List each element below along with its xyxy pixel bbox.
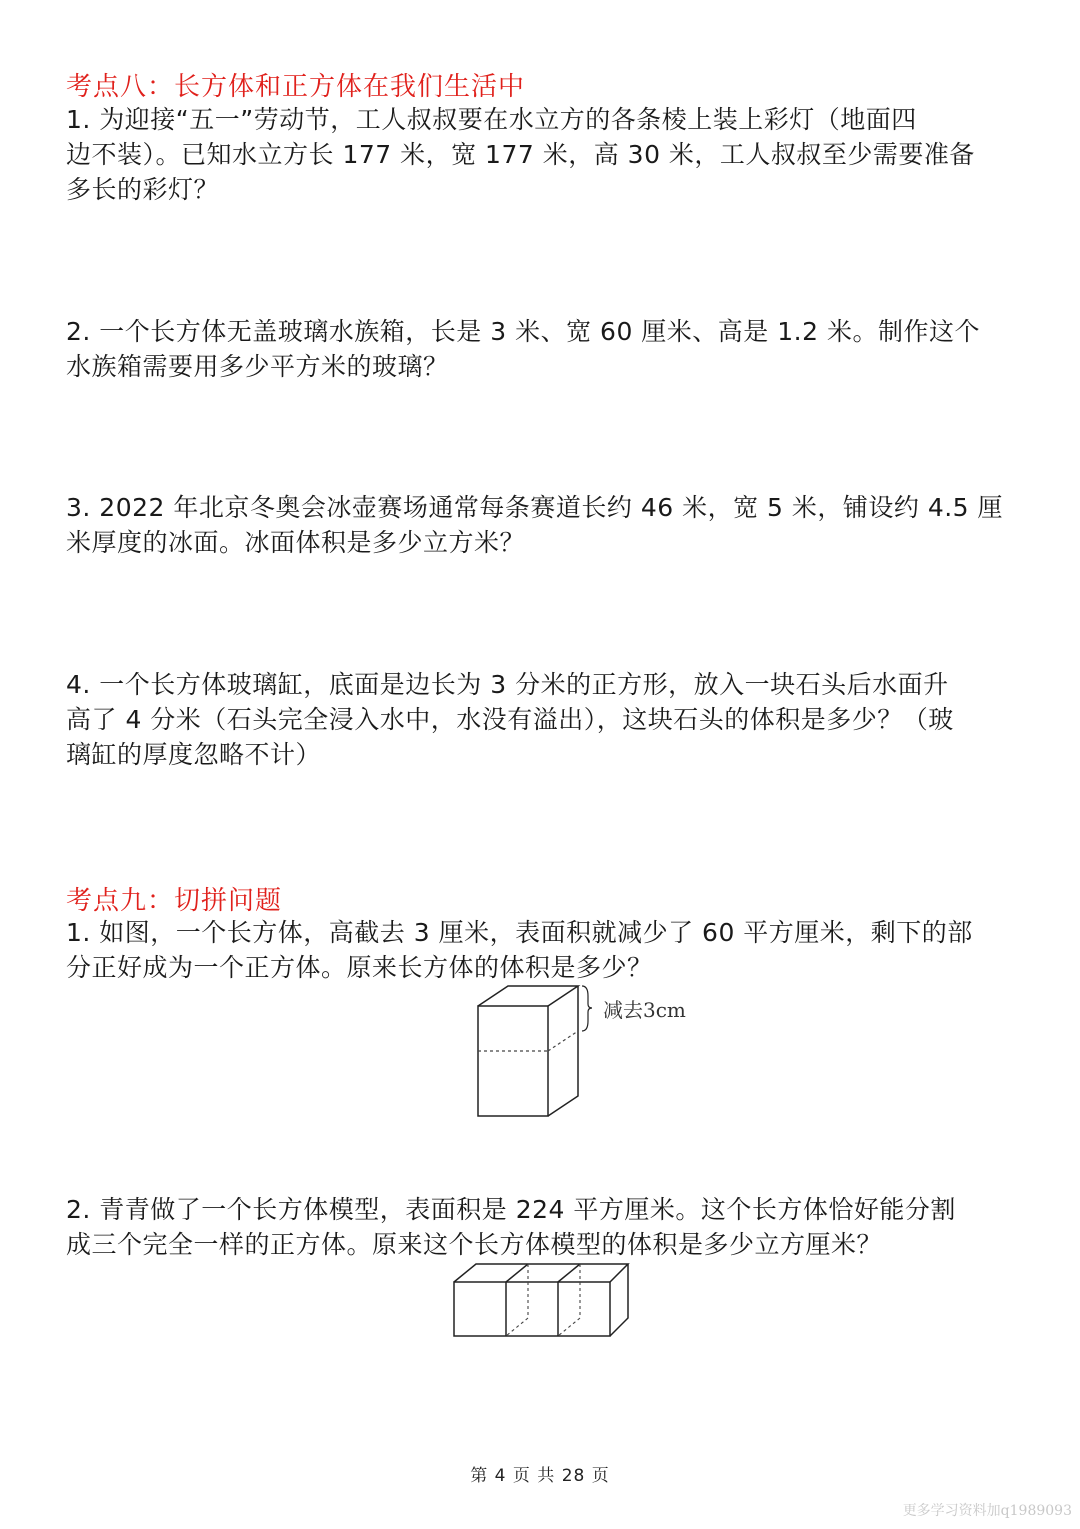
question-line: 2. 青青做了一个长方体模型，表面积是 224 平方厘米。这个长方体恰好能分割 [66,1195,956,1224]
figure-label-cut: 减去3cm [603,998,686,1022]
question-8-4 [66,667,1026,772]
question-line: 分正好成为一个正方体。原来长方体的体积是多少？ [66,953,653,982]
question-8-1 [66,102,1026,207]
question-line: 高了 4 分米（石头完全浸入水中，水没有溢出），这块石头的体积是多少？（玻 [66,705,954,734]
question-line: 3. 2022 年北京冬奥会冰壶赛场通常每条赛道长约 46 米，宽 5 米，铺设约 4.5 厘 [66,493,1004,522]
question-line: 水族箱需要用多少平方米的玻璃？ [66,352,449,381]
three-cubes-figure [448,1260,638,1342]
question-line: 1. 为迎接“五一”劳动节，工人叔叔要在水立方的各条棱上装上彩灯（地面四 [66,105,917,134]
question-9-2 [66,1192,1026,1262]
question-line: 1. 如图，一个长方体，高截去 3 厘米，表面积就减少了 60 平方厘米，剩下的部 [66,918,973,947]
question-8-3 [66,490,1026,560]
question-8-2 [66,314,1026,384]
page-footer: 第 4 页 共 28 页 [470,1466,610,1486]
question-9-1 [66,915,1026,985]
question-line: 璃缸的厚度忽略不计） [66,740,322,769]
cuboid-cut-figure [470,980,600,1120]
question-line: 边不装）。已知水立方长 177 米，宽 177 米，高 30 米，工人叔叔至少需要准备 [66,140,975,169]
question-line: 2. 一个长方体无盖玻璃水族箱，长是 3 米、宽 60 厘米、高是 1.2 米。制作这个 [66,317,980,346]
question-line: 成三个完全一样的正方体。原来这个长方体模型的体积是多少立方厘米？ [66,1230,883,1259]
section-heading-8: 考点八：长方体和正方体在我们生活中 [66,72,526,102]
question-line: 多长的彩灯？ [66,175,220,204]
question-line: 4. 一个长方体玻璃缸，底面是边长为 3 分米的正方形，放入一块石头后水面升 [66,670,949,699]
section-heading-9: 考点九：切拼问题 [66,886,283,916]
watermark: 更多学习资料加q1989093 [902,1503,1072,1519]
question-line: 米厚度的冰面。冰面体积是多少立方米？ [66,528,526,557]
